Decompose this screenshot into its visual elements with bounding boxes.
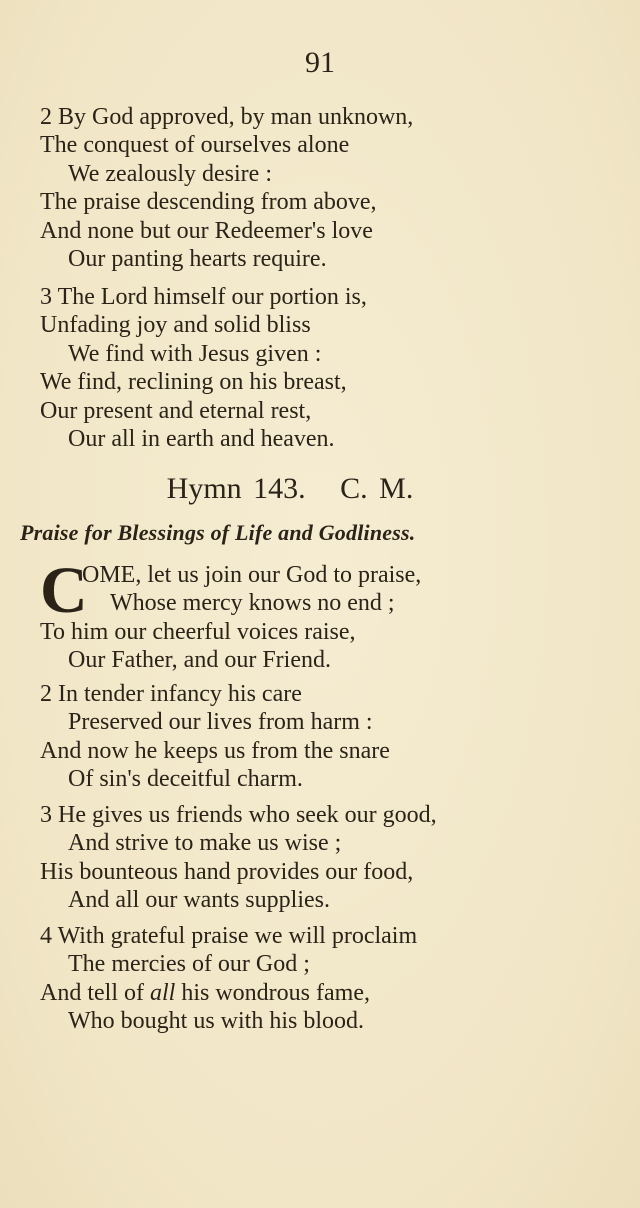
verse-line [40,765,630,793]
hymn-title: Hymn 143. C. M. [166,472,414,505]
verse-text: 3 The Lord himself our portion is, [40,284,367,310]
verse-line [40,160,630,188]
verse-line [40,950,630,978]
verse-line [40,886,630,914]
verse-text: And strive to make us wise ; [68,830,342,857]
verse-text: 2 By God approved, by man unknown, [40,104,414,130]
verse-text: And tell of [40,979,150,1006]
verse-line [40,131,630,159]
verse-line [40,979,630,1007]
page-number: 91 [305,46,335,79]
verse-line: OME, let us join our God to praise, [82,562,422,588]
verse-text: Our panting hearts require. [68,246,327,273]
verse-text: And all our wants supplies. [68,887,330,914]
verse-line [40,368,630,396]
verse-line [40,340,630,368]
verse-text: Who bought us with his blood. [68,1008,365,1035]
verse-line [40,245,630,273]
verse-line [40,397,630,425]
stanza [40,922,630,1036]
verse-line [40,283,630,311]
emphasis: all [149,979,176,1006]
verse-text: We find, reclining on his breast, [40,369,347,396]
verse-line [40,801,630,829]
verse-line [40,922,630,950]
verse-text: 2 In tender infancy his care [40,681,302,707]
verse-line: Our Father, and our Friend. [68,647,331,674]
verse-line [40,311,630,339]
verse-line [40,425,630,453]
verse-text: Of sin's deceitful charm. [68,766,303,793]
verse-text: His bounteous hand provides our food, [40,858,414,885]
verse-text: We zealously desire : [68,160,272,187]
verse-line [40,829,630,857]
verse-line [40,1007,630,1035]
verse-line [40,680,630,708]
verse-text: Unfading joy and solid bliss [40,312,311,339]
hymn-subtitle: Praise for Blessings of Life and Godliness. [20,520,416,545]
stanza-first [40,561,421,675]
stanza [40,103,630,273]
verse-line: Whose mercy knows no end ; [110,590,395,617]
verse-text: Our present and eternal rest, [40,397,312,424]
verse-text: Preserved our lives from harm : [68,709,373,736]
verse-line [40,737,630,765]
verse-text: The conquest of ourselves alone [40,132,350,159]
verse-text: And now he keeps us from the snare [40,737,390,764]
verse-line [40,708,630,736]
stanza [40,680,630,794]
verse-line [40,188,630,216]
stanza [40,283,630,453]
drop-cap: C [40,554,88,627]
verse-text: The praise descending from above, [40,189,377,216]
verse-text: 4 With grateful praise we will proclaim [40,923,418,949]
verse-text: And none but our Redeemer's love [40,217,373,244]
verse-text: Our all in earth and heaven. [68,426,335,453]
verse-text: The mercies of our God ; [68,951,310,978]
verse-text: 3 He gives us friends who seek our good, [40,802,437,828]
verse-text: We find with Jesus given : [68,340,322,367]
verse-line [40,217,630,245]
stanza [40,801,630,915]
verse-line: To him our cheerful voices raise, [40,618,356,645]
verse-line [40,858,630,886]
verse-line [40,103,630,131]
verse-text: his wondrous fame, [175,979,370,1006]
